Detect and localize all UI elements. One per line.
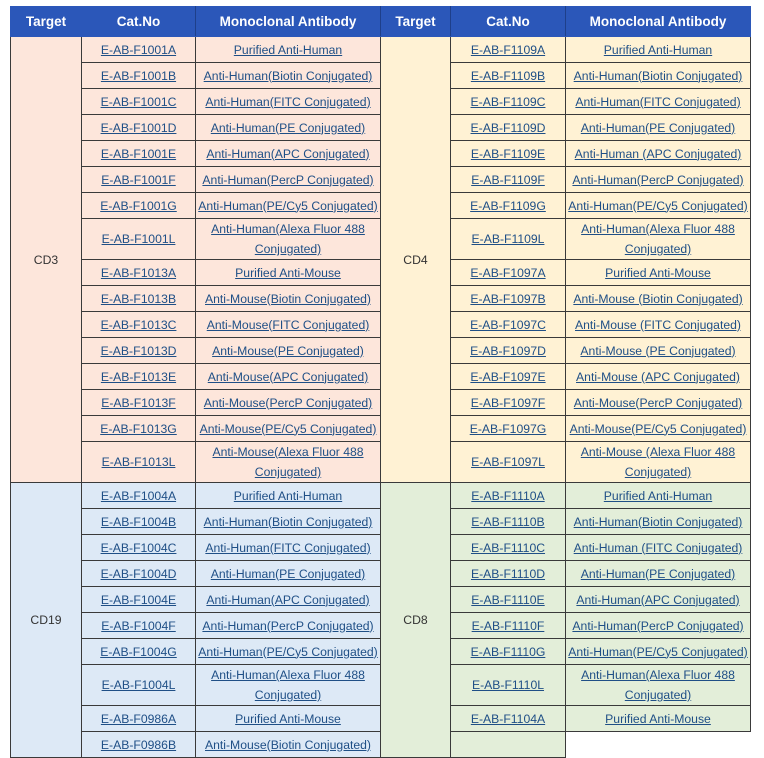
target-cell-cd8: CD8 — [381, 483, 451, 758]
antibody-cell — [566, 364, 751, 390]
antibody-cell — [196, 613, 381, 639]
antibody-link[interactable]: Anti-Mouse (Alexa Fluor 488 Conjugated) — [580, 445, 736, 479]
cat-no-link[interactable]: E-AB-F1110C — [470, 540, 546, 555]
antibody-link[interactable]: Anti-Human(FITC Conjugated) — [575, 94, 741, 109]
antibody-link[interactable]: Anti-Mouse(PercP Conjugated) — [203, 395, 373, 410]
antibody-cell — [196, 364, 381, 390]
antibody-link[interactable]: Anti-Mouse(FITC Conjugated) — [206, 317, 370, 332]
cat-no-link[interactable]: E-AB-F0986B — [100, 737, 177, 752]
cat-no-cell — [451, 442, 566, 483]
cat-no-cell — [451, 286, 566, 312]
antibody-link[interactable]: Purified Anti-Mouse — [605, 711, 711, 726]
cat-no-cell — [451, 561, 566, 587]
cat-no-cell — [451, 219, 566, 260]
antibody-link[interactable]: Anti-Human(PercP Conjugated) — [202, 172, 374, 187]
antibody-link[interactable]: Anti-Human(Biotin Conjugated) — [573, 68, 743, 83]
antibody-cell — [196, 535, 381, 561]
cat-no-link[interactable]: E-AB-F1109L — [471, 232, 545, 246]
antibody-link[interactable]: Anti-Mouse(PE/Cy5 Conjugated) — [569, 421, 747, 436]
cat-no-link[interactable]: E-AB-F1004A — [100, 488, 177, 503]
cat-no-link[interactable]: E-AB-F1004C — [100, 540, 177, 555]
cat-no-cell — [82, 37, 196, 63]
cat-no-link[interactable]: E-AB-F1001L — [101, 232, 176, 246]
antibody-cell — [196, 219, 381, 260]
empty-cell — [451, 732, 566, 758]
antibody-cell — [196, 509, 381, 535]
antibody-link[interactable]: Anti-Human(APC Conjugated) — [206, 146, 370, 161]
antibody-link[interactable]: Anti-Human(PE/Cy5 Conjugated) — [198, 198, 378, 213]
antibody-table — [10, 6, 751, 758]
antibody-link[interactable]: Anti-Human(PercP Conjugated) — [202, 618, 374, 633]
cat-no-link[interactable]: E-AB-F1097A — [470, 265, 546, 280]
cat-no-cell — [451, 141, 566, 167]
antibody-cell — [566, 639, 751, 665]
cat-no-link[interactable]: E-AB-F1001D — [100, 120, 177, 135]
cat-no-cell — [451, 37, 566, 63]
cat-no-link[interactable]: E-AB-F1097G — [469, 421, 547, 436]
cat-no-link[interactable]: E-AB-F1001G — [100, 198, 177, 213]
antibody-link[interactable]: Anti-Human(Alexa Fluor 488 Conjugated) — [211, 222, 365, 256]
antibody-cell — [196, 63, 381, 89]
cat-no-link[interactable]: E-AB-F1110E — [471, 592, 545, 607]
cat-no-cell — [82, 89, 196, 115]
antibody-link[interactable]: Purified Anti-Mouse — [605, 265, 711, 280]
header-antibody-right: Monoclonal Antibody — [566, 7, 751, 37]
antibody-link[interactable]: Anti-Human(Alexa Fluor 488 Conjugated) — [211, 668, 365, 702]
antibody-cell — [196, 390, 381, 416]
cat-no-link[interactable]: E-AB-F1001B — [100, 68, 177, 83]
cat-no-cell — [451, 115, 566, 141]
antibody-cell — [566, 483, 751, 509]
antibody-link[interactable]: Anti-Human(PercP Conjugated) — [572, 172, 744, 187]
antibody-link[interactable]: Anti-Human (APC Conjugated) — [574, 146, 742, 161]
antibody-cell — [566, 89, 751, 115]
antibody-link[interactable]: Anti-Mouse(PE/Cy5 Conjugated) — [199, 421, 377, 436]
target-cell-cd4: CD4 — [381, 37, 451, 483]
antibody-link[interactable]: Anti-Human(PE Conjugated) — [580, 120, 736, 135]
antibody-cell — [196, 37, 381, 63]
cat-no-link[interactable]: E-AB-F1013F — [101, 395, 176, 410]
cat-no-cell — [451, 390, 566, 416]
cat-no-link[interactable]: E-AB-F1109D — [470, 120, 546, 135]
header-target-right: Target — [381, 7, 451, 37]
cat-no-link[interactable]: E-AB-F1109B — [470, 68, 546, 83]
antibody-link[interactable]: Anti-Mouse (APC Conjugated) — [576, 369, 740, 384]
antibody-cell — [196, 416, 381, 442]
antibody-cell — [196, 706, 381, 732]
cat-no-link[interactable]: E-AB-F1004B — [100, 514, 177, 529]
blank-cell — [566, 732, 751, 758]
cat-no-cell — [451, 483, 566, 509]
antibody-link[interactable]: Anti-Human(Biotin Conjugated) — [203, 68, 373, 83]
antibody-cell — [566, 390, 751, 416]
antibody-link[interactable]: Purified Anti-Mouse — [235, 711, 341, 726]
cat-no-cell — [82, 613, 196, 639]
cat-no-cell — [451, 364, 566, 390]
cat-no-link[interactable]: E-AB-F1013G — [100, 421, 177, 436]
cat-no-link[interactable]: E-AB-F1109A — [470, 42, 546, 57]
antibody-cell — [196, 732, 381, 758]
antibody-cell — [566, 561, 751, 587]
cat-no-link[interactable]: E-AB-F1013D — [100, 343, 177, 358]
antibody-cell — [566, 416, 751, 442]
antibody-cell — [566, 141, 751, 167]
cat-no-cell — [82, 286, 196, 312]
antibody-link[interactable]: Purified Anti-Human — [233, 488, 343, 503]
cat-no-link[interactable]: E-AB-F1004E — [100, 592, 177, 607]
antibody-link[interactable]: Anti-Mouse (FITC Conjugated) — [575, 317, 741, 332]
antibody-cell — [566, 587, 751, 613]
target-cell-cd3: CD3 — [11, 37, 82, 483]
antibody-cell — [196, 442, 381, 483]
antibody-cell — [196, 639, 381, 665]
cat-no-cell — [82, 219, 196, 260]
cat-no-link[interactable]: E-AB-F1097B — [470, 291, 546, 306]
antibody-link[interactable]: Anti-Mouse(PercP Conjugated) — [573, 395, 743, 410]
antibody-cell — [566, 535, 751, 561]
cat-no-cell — [451, 665, 566, 706]
cat-no-cell — [451, 706, 566, 732]
antibody-link[interactable]: Anti-Mouse(PE Conjugated) — [212, 343, 364, 358]
cat-no-cell — [451, 167, 566, 193]
antibody-link[interactable]: Anti-Mouse(Biotin Conjugated) — [205, 291, 371, 306]
antibody-cell — [196, 260, 381, 286]
cat-no-cell — [82, 442, 196, 483]
cat-no-cell — [451, 260, 566, 286]
antibody-link[interactable]: Anti-Human(APC Conjugated) — [576, 592, 740, 607]
antibody-link[interactable]: Anti-Human(APC Conjugated) — [206, 592, 370, 607]
cat-no-link[interactable]: E-AB-F1109C — [470, 94, 546, 109]
antibody-link[interactable]: Anti-Human(Biotin Conjugated) — [203, 514, 373, 529]
cat-no-cell — [451, 587, 566, 613]
cat-no-cell — [451, 312, 566, 338]
cat-no-cell — [451, 509, 566, 535]
antibody-cell — [196, 587, 381, 613]
antibody-link[interactable]: Anti-Human(PercP Conjugated) — [572, 618, 744, 633]
header-target-left: Target — [11, 7, 82, 37]
antibody-cell — [566, 665, 751, 706]
cat-no-link[interactable]: E-AB-F1110D — [470, 566, 546, 581]
cat-no-link[interactable]: E-AB-F1013A — [100, 265, 177, 280]
cat-no-cell — [82, 390, 196, 416]
cat-no-link[interactable]: E-AB-F1097L — [471, 455, 545, 469]
cat-no-cell — [82, 706, 196, 732]
antibody-link[interactable]: Purified Anti-Human — [603, 42, 713, 57]
antibody-link[interactable]: Anti-Human(FITC Conjugated) — [205, 540, 371, 555]
cat-no-link[interactable]: E-AB-F1001E — [100, 146, 177, 161]
antibody-cell — [566, 706, 751, 732]
cat-no-cell — [82, 639, 196, 665]
table-header-row — [11, 7, 751, 37]
antibody-link[interactable]: Anti-Human(PE/Cy5 Conjugated) — [198, 644, 378, 659]
antibody-cell — [566, 613, 751, 639]
cat-no-cell — [82, 260, 196, 286]
header-catno-right: Cat.No — [451, 7, 566, 37]
antibody-link[interactable]: Anti-Human(FITC Conjugated) — [205, 94, 371, 109]
cat-no-cell — [82, 338, 196, 364]
antibody-link[interactable]: Anti-Mouse(Biotin Conjugated) — [205, 737, 371, 752]
cat-no-link[interactable]: E-AB-F1104A — [470, 711, 546, 726]
antibody-link[interactable]: Anti-Human(PE Conjugated) — [210, 120, 366, 135]
antibody-link[interactable]: Purified Anti-Human — [603, 488, 713, 503]
antibody-link[interactable]: Anti-Human(Alexa Fluor 488 Conjugated) — [581, 222, 735, 256]
cat-no-cell — [451, 639, 566, 665]
cat-no-link[interactable]: E-AB-F1097E — [470, 369, 546, 384]
target-cell-cd19: CD19 — [11, 483, 82, 758]
cat-no-cell — [82, 312, 196, 338]
antibody-link[interactable]: Anti-Mouse(APC Conjugated) — [207, 369, 369, 384]
cat-no-cell — [82, 561, 196, 587]
antibody-link[interactable]: Anti-Human (FITC Conjugated) — [573, 540, 743, 555]
cat-no-cell — [82, 63, 196, 89]
cat-no-cell — [451, 338, 566, 364]
antibody-link[interactable]: Purified Anti-Human — [233, 42, 343, 57]
cat-no-cell — [82, 193, 196, 219]
table-row — [11, 37, 751, 63]
antibody-link[interactable]: Anti-Mouse(Alexa Fluor 488 Conjugated) — [212, 445, 364, 479]
antibody-cell — [196, 483, 381, 509]
cat-no-link[interactable]: E-AB-F1110L — [471, 678, 545, 692]
cat-no-cell — [82, 141, 196, 167]
cat-no-link[interactable]: E-AB-F1013E — [100, 369, 177, 384]
cat-no-link[interactable]: E-AB-F1109G — [470, 198, 546, 213]
antibody-cell — [566, 37, 751, 63]
cat-no-link[interactable]: E-AB-F1110G — [470, 644, 546, 659]
antibody-cell — [196, 141, 381, 167]
antibody-table-container — [10, 6, 751, 758]
antibody-cell — [566, 219, 751, 260]
cat-no-cell — [451, 63, 566, 89]
antibody-link[interactable]: Anti-Human(Biotin Conjugated) — [573, 514, 743, 529]
antibody-cell — [196, 665, 381, 706]
cat-no-link[interactable]: E-AB-F1110F — [471, 618, 545, 633]
cat-no-cell — [82, 483, 196, 509]
cat-no-link[interactable]: E-AB-F1004L — [101, 678, 176, 692]
cat-no-link[interactable]: E-AB-F1109E — [470, 146, 546, 161]
cat-no-link[interactable]: E-AB-F1097C — [470, 317, 546, 332]
cat-no-link[interactable]: E-AB-F1001C — [100, 94, 177, 109]
cat-no-link[interactable]: E-AB-F1110B — [471, 514, 545, 529]
antibody-cell — [566, 260, 751, 286]
cat-no-cell — [451, 613, 566, 639]
antibody-cell — [566, 167, 751, 193]
antibody-cell — [566, 509, 751, 535]
antibody-cell — [196, 115, 381, 141]
table-row — [11, 483, 751, 509]
cat-no-link[interactable]: E-AB-F1001A — [100, 42, 177, 57]
cat-no-link[interactable]: E-AB-F1097D — [470, 343, 546, 358]
cat-no-cell — [82, 416, 196, 442]
header-catno-left: Cat.No — [82, 7, 196, 37]
antibody-link[interactable]: Purified Anti-Mouse — [235, 265, 341, 280]
cat-no-link[interactable]: E-AB-F1109F — [471, 172, 545, 187]
cat-no-link[interactable]: E-AB-F1013C — [100, 317, 177, 332]
cat-no-link[interactable]: E-AB-F1097F — [470, 395, 546, 410]
cat-no-cell — [451, 89, 566, 115]
antibody-cell — [196, 167, 381, 193]
antibody-link[interactable]: Anti-Human(PE Conjugated) — [210, 566, 366, 581]
antibody-link[interactable]: Anti-Mouse (PE Conjugated) — [580, 343, 736, 358]
cat-no-link[interactable]: E-AB-F1001F — [101, 172, 176, 187]
cat-no-cell — [82, 665, 196, 706]
cat-no-link[interactable]: E-AB-F1004D — [100, 566, 177, 581]
antibody-link[interactable]: Anti-Mouse (Biotin Conjugated) — [573, 291, 743, 306]
cat-no-cell — [82, 364, 196, 390]
antibody-cell — [196, 89, 381, 115]
antibody-cell — [566, 442, 751, 483]
antibody-cell — [566, 193, 751, 219]
antibody-cell — [196, 338, 381, 364]
antibody-cell — [196, 286, 381, 312]
cat-no-cell — [82, 732, 196, 758]
table-body — [11, 37, 751, 758]
cat-no-cell — [82, 535, 196, 561]
antibody-link[interactable]: Anti-Human(Alexa Fluor 488 Conjugated) — [581, 668, 735, 702]
antibody-cell — [196, 312, 381, 338]
antibody-cell — [196, 561, 381, 587]
cat-no-cell — [451, 416, 566, 442]
antibody-link[interactable]: Anti-Human(PE Conjugated) — [580, 566, 736, 581]
antibody-link[interactable]: Anti-Human(PE/Cy5 Conjugated) — [568, 644, 748, 659]
cat-no-cell — [451, 535, 566, 561]
cat-no-link[interactable]: E-AB-F1004G — [100, 644, 177, 659]
antibody-cell — [566, 338, 751, 364]
header-antibody-left: Monoclonal Antibody — [196, 7, 381, 37]
cat-no-link[interactable]: E-AB-F1013L — [101, 455, 176, 469]
antibody-cell — [566, 286, 751, 312]
cat-no-link[interactable]: E-AB-F1004F — [101, 618, 176, 633]
antibody-cell — [566, 115, 751, 141]
cat-no-cell — [82, 115, 196, 141]
cat-no-link[interactable]: E-AB-F1013B — [100, 291, 177, 306]
cat-no-cell — [82, 167, 196, 193]
cat-no-cell — [82, 509, 196, 535]
cat-no-cell — [451, 193, 566, 219]
antibody-cell — [566, 312, 751, 338]
cat-no-link[interactable]: E-AB-F0986A — [100, 711, 177, 726]
antibody-cell — [196, 193, 381, 219]
antibody-link[interactable]: Anti-Human(PE/Cy5 Conjugated) — [568, 198, 748, 213]
cat-no-cell — [82, 587, 196, 613]
antibody-cell — [566, 63, 751, 89]
cat-no-link[interactable]: E-AB-F1110A — [471, 488, 545, 503]
